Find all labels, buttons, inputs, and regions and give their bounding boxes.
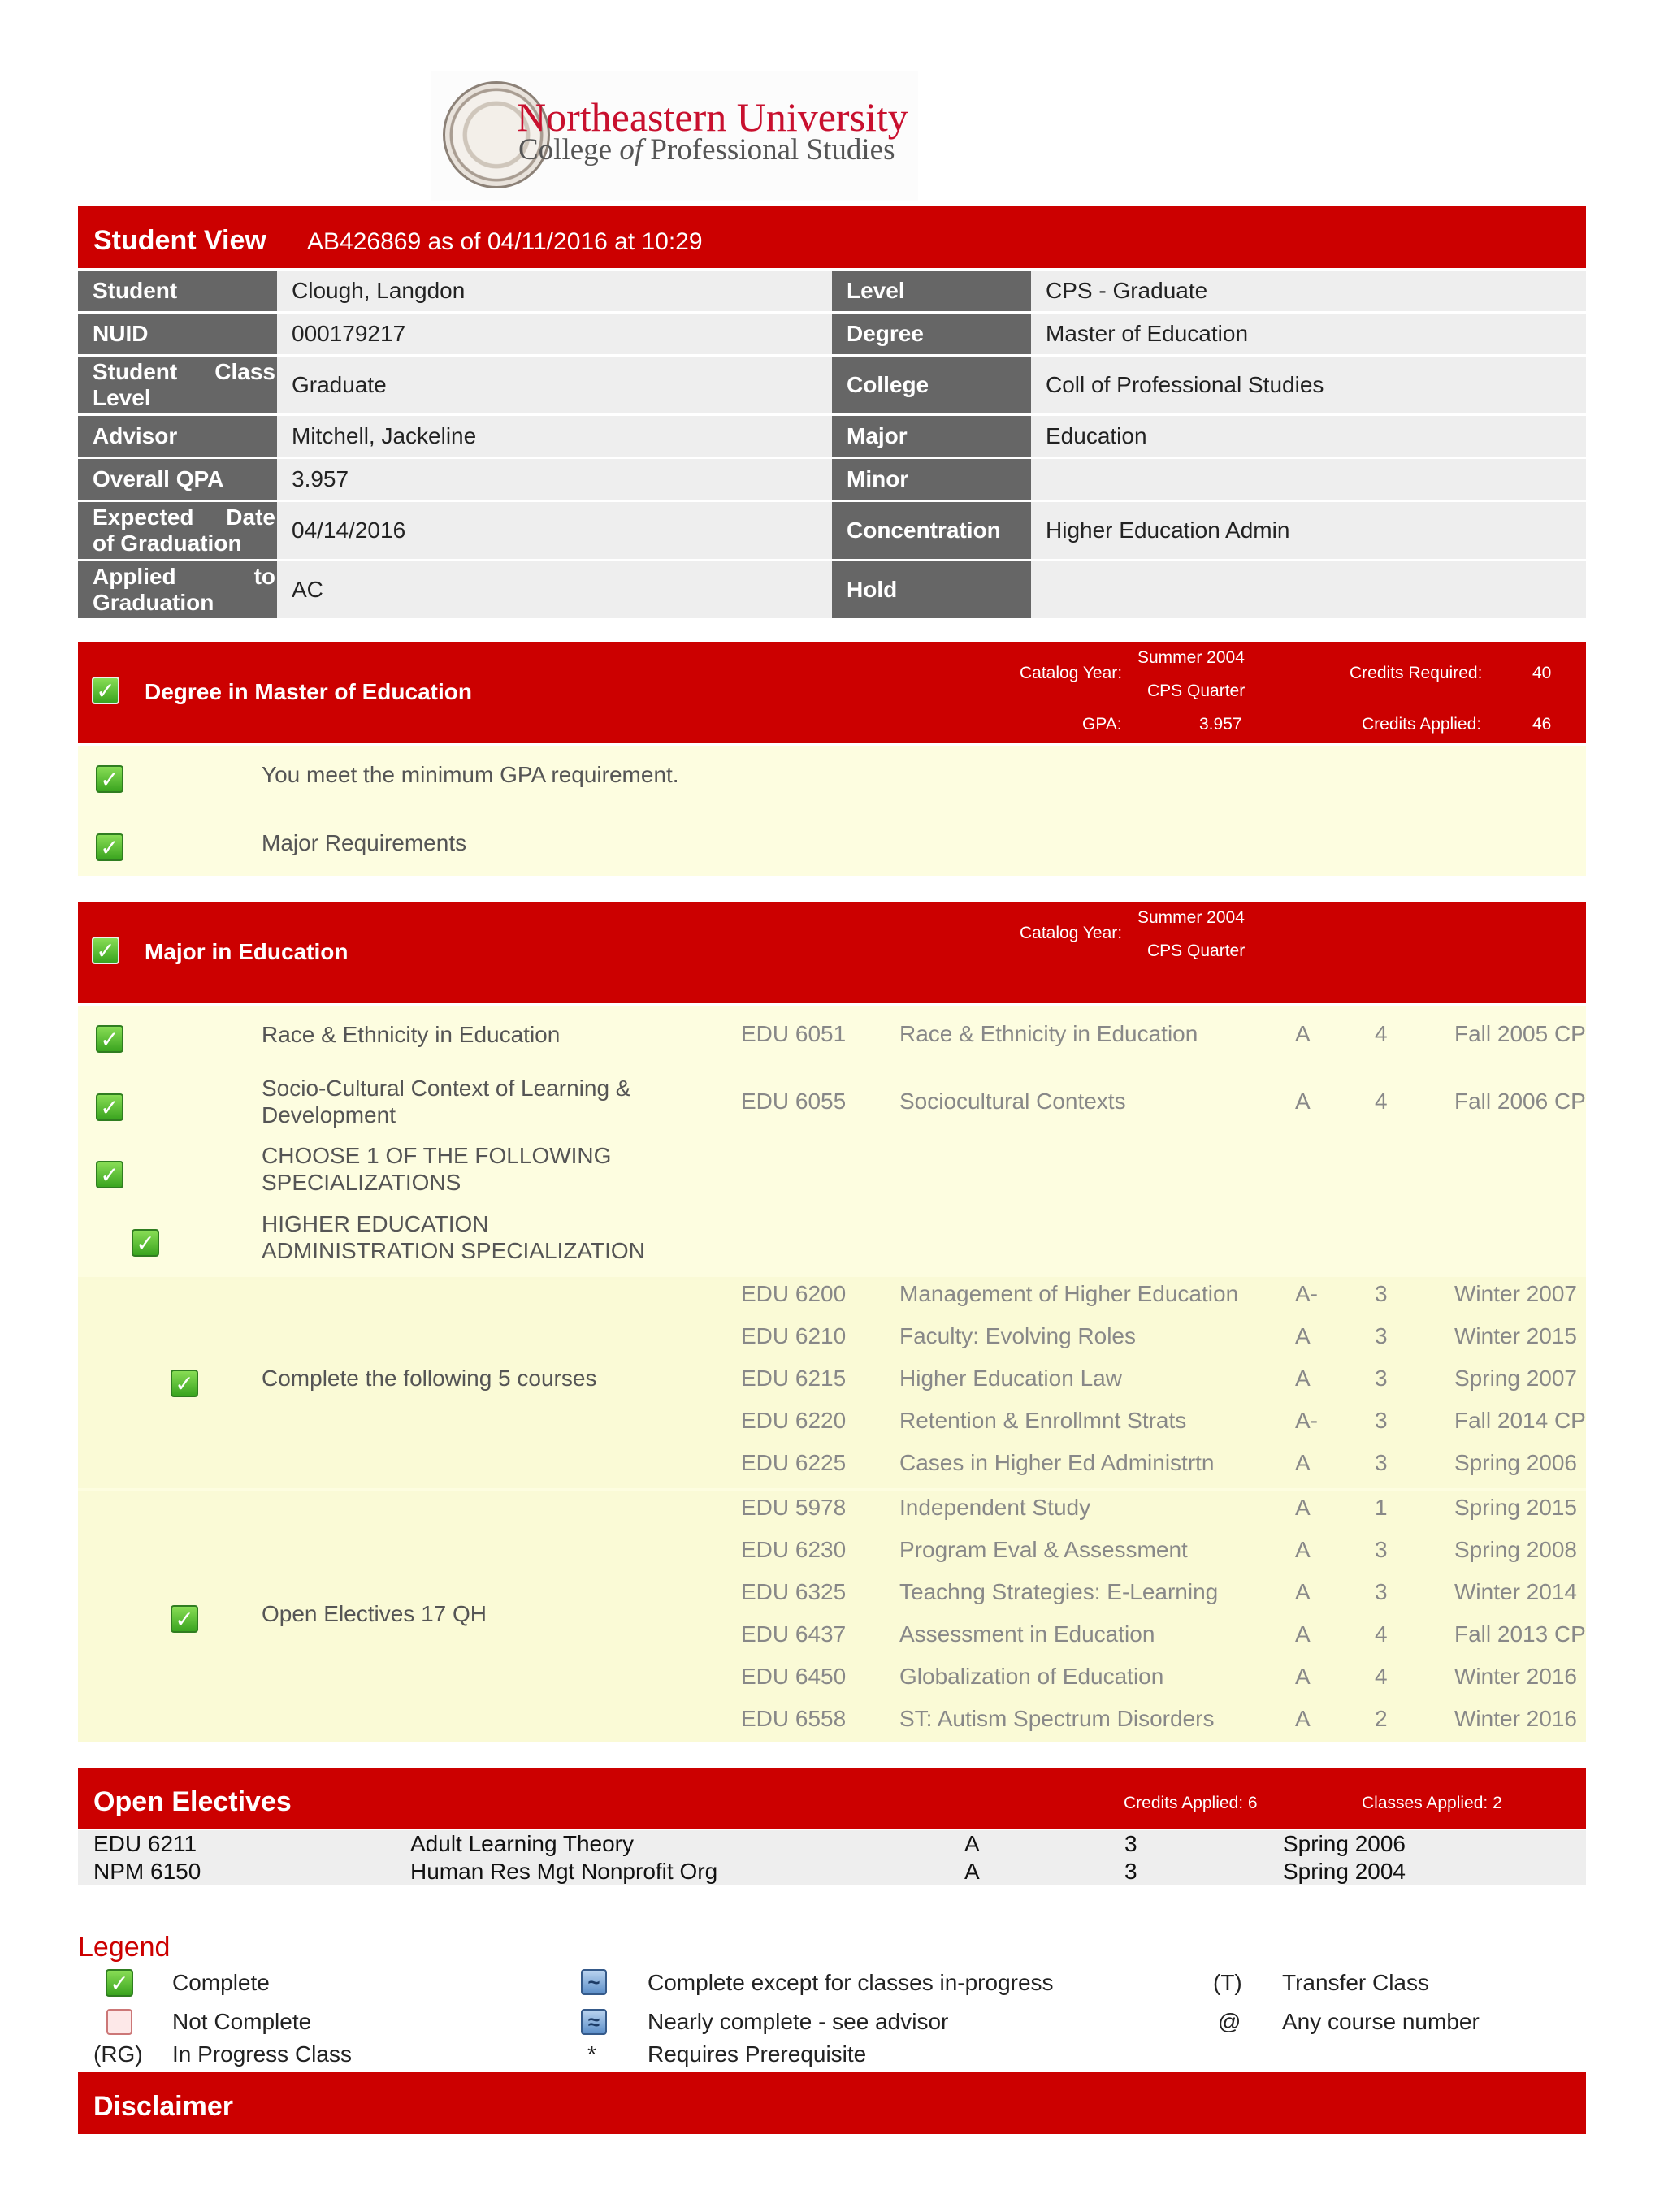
course-title: Faculty: Evolving Roles [899, 1323, 1137, 1348]
major-catalog-label: Catalog Year: [1020, 924, 1123, 942]
course-code: EDU 6200 [741, 1281, 847, 1306]
course-credits: 3 [1375, 1281, 1388, 1306]
info-label-major: Major [832, 416, 1031, 457]
legend-complete: Complete [172, 1970, 270, 1995]
oe-term: Spring 2004 [1283, 1859, 1406, 1884]
course-term: Winter 2007 [1454, 1281, 1577, 1306]
legend-transfer: Transfer Class [1282, 1970, 1430, 1995]
legend-prerequisite: Requires Prerequisite [648, 2041, 867, 2067]
course-term: Fall 2006 CP [1454, 1089, 1586, 1114]
course-credits: 4 [1375, 1621, 1388, 1647]
course-title: Globalization of Education [899, 1664, 1164, 1689]
course-credits: 3 [1375, 1408, 1388, 1433]
req-higher-ed-admin: HIGHER EDUCATION ADMINISTRATION SPECIALIZATION [262, 1211, 645, 1263]
course-code: EDU 6051 [741, 1021, 847, 1046]
course-credits: 2 [1375, 1706, 1388, 1731]
university-name: Northeastern University [517, 94, 908, 140]
course-credits: 1 [1375, 1495, 1388, 1520]
open-electives-header [78, 1768, 1586, 1829]
course-title: Assessment in Education [899, 1621, 1155, 1647]
major-title: Major in Education [145, 939, 349, 964]
course-grade: A [1295, 1021, 1311, 1046]
credits-applied-value: 46 [1532, 715, 1552, 734]
course-code: EDU 6215 [741, 1366, 847, 1391]
course-credits: 3 [1375, 1450, 1388, 1475]
oe-credits: 3 [1124, 1831, 1138, 1856]
legend-at-symbol: @ [1218, 2009, 1242, 2034]
legend-complete-except: Complete except for classes in-progress [648, 1970, 1054, 1995]
legend-transfer-symbol: (T) [1213, 1970, 1242, 1995]
course-title: Race & Ethnicity in Education [899, 1021, 1198, 1046]
req-socio-cultural: Socio-Cultural Context of Learning & Development [262, 1076, 631, 1128]
info-value-minor [1031, 459, 1586, 500]
legend-in-progress: In Progress Class [172, 2041, 352, 2067]
course-code: EDU 6220 [741, 1408, 847, 1433]
oe-classes-applied: Classes Applied: 2 [1362, 1794, 1502, 1812]
course-credits: 4 [1375, 1089, 1388, 1114]
info-label-class-level: Student Class Level [78, 357, 277, 413]
course-title: Teachng Strategies: E-Learning [899, 1579, 1219, 1604]
req-choose-specialization: CHOOSE 1 OF THE FOLLOWING SPECIALIZATIONS [262, 1143, 612, 1195]
course-title: Cases in Higher Ed Administrtn [899, 1450, 1215, 1475]
oe-credits-applied: Credits Applied: 6 [1124, 1794, 1258, 1812]
check-complete-icon: ✓ [96, 833, 124, 861]
course-credits: 4 [1375, 1021, 1388, 1046]
info-label-college: College [832, 357, 1031, 413]
check-complete-icon: ✓ [96, 1025, 124, 1053]
course-grade: A [1295, 1366, 1311, 1391]
oe-grade: A [964, 1859, 980, 1884]
course-code: EDU 6210 [741, 1323, 847, 1348]
info-label-hold: Hold [832, 561, 1031, 618]
legend-title: Legend [78, 1932, 171, 1963]
disclaimer-header [78, 2072, 1586, 2134]
info-value-hold [1031, 561, 1586, 618]
info-value-applied-grad: AC [277, 561, 832, 618]
student-view-header [78, 206, 1586, 268]
legend-not-complete-icon [106, 2009, 132, 2035]
course-code: EDU 5978 [741, 1495, 847, 1520]
info-value-advisor: Mitchell, Jackeline [277, 416, 832, 457]
course-term: Winter 2015 [1454, 1323, 1577, 1348]
course-credits: 3 [1375, 1579, 1388, 1604]
course-grade: A [1295, 1579, 1311, 1604]
legend-in-progress-icon: ~ [581, 1969, 607, 1995]
legend-rg-symbol: (RG) [93, 2041, 143, 2067]
check-complete-icon: ✓ [92, 677, 119, 704]
course-term: Spring 2008 [1454, 1537, 1578, 1562]
degree-gpa-value: 3.957 [1199, 715, 1242, 734]
req-open-electives-17: Open Electives 17 QH [262, 1601, 488, 1626]
course-term: Winter 2016 [1454, 1664, 1577, 1689]
info-label-concentration: Concentration [832, 502, 1031, 559]
course-title: Retention & Enrollmnt Strats [899, 1408, 1187, 1433]
course-term: Fall 2014 CP [1454, 1408, 1586, 1433]
course-code: EDU 6055 [741, 1089, 847, 1114]
info-value-college: Coll of Professional Studies [1031, 357, 1586, 413]
course-code: EDU 6437 [741, 1621, 847, 1647]
info-value-concentration: Higher Education Admin [1031, 502, 1586, 559]
course-title: Independent Study [899, 1495, 1091, 1520]
disclaimer-title: Disclaimer [93, 2091, 233, 2122]
course-grade: A [1295, 1706, 1311, 1731]
course-code: EDU 6325 [741, 1579, 847, 1604]
degree-catalog-term: Summer 2004 [1138, 648, 1245, 667]
course-code: EDU 6558 [741, 1706, 847, 1731]
legend-complete-icon: ✓ [106, 1969, 133, 1997]
info-value-class-level: Graduate [277, 357, 832, 413]
credits-applied-label: Credits Applied: [1362, 715, 1482, 734]
course-code: EDU 6230 [741, 1537, 847, 1562]
check-complete-icon: ✓ [96, 1093, 124, 1121]
info-value-nuid: 000179217 [277, 314, 832, 354]
info-value-expected-grad: 04/14/2016 [277, 502, 832, 559]
info-label-qpa: Overall QPA [78, 459, 277, 500]
page-title: Student View [93, 225, 266, 256]
oe-title: Human Res Mgt Nonprofit Org [410, 1859, 718, 1884]
info-label-applied-grad: Applied to Graduation [78, 561, 277, 618]
course-term: Fall 2005 CP [1454, 1021, 1586, 1046]
major-catalog-term: Summer 2004 [1138, 908, 1245, 927]
course-grade: A [1295, 1537, 1311, 1562]
degree-catalog-quarter: CPS Quarter [1147, 682, 1246, 700]
req-complete-5-courses: Complete the following 5 courses [262, 1366, 597, 1391]
legend-nearly-complete-icon: ≈ [581, 2009, 607, 2035]
check-complete-icon: ✓ [96, 765, 124, 793]
college-name: College of Professional Studies [518, 133, 895, 167]
credits-required-label: Credits Required: [1350, 664, 1483, 682]
info-value-student: Clough, Langdon [277, 271, 832, 311]
open-electives-title: Open Electives [93, 1786, 292, 1817]
degree-title: Degree in Master of Education [145, 679, 472, 704]
course-title: Sociocultural Contexts [899, 1089, 1126, 1114]
legend-not-complete: Not Complete [172, 2009, 312, 2034]
oe-code: EDU 6211 [93, 1831, 197, 1856]
major-catalog-quarter: CPS Quarter [1147, 942, 1246, 960]
check-complete-icon: ✓ [171, 1370, 198, 1397]
course-grade: A [1295, 1089, 1311, 1114]
course-grade: A [1295, 1664, 1311, 1689]
course-code: EDU 6450 [741, 1664, 847, 1689]
info-label-minor: Minor [832, 459, 1031, 500]
degree-gpa-label: GPA: [1082, 715, 1122, 734]
check-complete-icon: ✓ [96, 1161, 124, 1188]
info-label-level: Level [832, 271, 1031, 311]
course-grade: A [1295, 1621, 1311, 1647]
degree-catalog-label: Catalog Year: [1020, 664, 1123, 682]
req-race-ethnicity: Race & Ethnicity in Education [262, 1022, 561, 1047]
info-label-degree: Degree [832, 314, 1031, 354]
course-title: Management of Higher Education [899, 1281, 1239, 1306]
course-term: Spring 2015 [1454, 1495, 1578, 1520]
check-complete-icon: ✓ [171, 1605, 198, 1633]
course-credits: 3 [1375, 1537, 1388, 1562]
info-label-advisor: Advisor [78, 416, 277, 457]
legend-nearly-complete: Nearly complete - see advisor [648, 2009, 949, 2034]
course-term: Spring 2006 [1454, 1450, 1578, 1475]
info-value-qpa: 3.957 [277, 459, 832, 500]
credits-required-value: 40 [1532, 664, 1552, 682]
course-grade: A- [1295, 1408, 1318, 1433]
course-term: Winter 2014 [1454, 1579, 1577, 1604]
course-grade: A- [1295, 1281, 1318, 1306]
course-credits: 3 [1375, 1366, 1388, 1391]
info-label-expected-grad: Expected Date of Graduation [78, 502, 277, 559]
info-label-student: Student [78, 271, 277, 311]
course-title: ST: Autism Spectrum Disorders [899, 1706, 1215, 1731]
page-subtitle: AB426869 as of 04/11/2016 at 10:29 [307, 228, 703, 255]
oe-code: NPM 6150 [93, 1859, 202, 1884]
info-value-degree: Master of Education [1031, 314, 1586, 354]
course-credits: 3 [1375, 1323, 1388, 1348]
oe-grade: A [964, 1831, 980, 1856]
course-grade: A [1295, 1495, 1311, 1520]
major-requirements-text: Major Requirements [262, 830, 467, 855]
check-complete-icon: ✓ [132, 1229, 159, 1257]
course-title: Program Eval & Assessment [899, 1537, 1188, 1562]
course-grade: A [1295, 1450, 1311, 1475]
course-code: EDU 6225 [741, 1450, 847, 1475]
course-credits: 4 [1375, 1664, 1388, 1689]
oe-title: Adult Learning Theory [410, 1831, 634, 1856]
info-value-major: Education [1031, 416, 1586, 457]
info-value-level: CPS - Graduate [1031, 271, 1586, 311]
oe-term: Spring 2006 [1283, 1831, 1406, 1856]
legend-any-course: Any course number [1282, 2009, 1480, 2034]
course-title: Higher Education Law [899, 1366, 1122, 1391]
check-complete-icon: ✓ [92, 937, 119, 964]
legend-star-symbol: * [587, 2041, 596, 2067]
course-grade: A [1295, 1323, 1311, 1348]
course-term: Fall 2013 CP [1454, 1621, 1586, 1647]
oe-credits: 3 [1124, 1859, 1138, 1884]
course-term: Spring 2007 [1454, 1366, 1578, 1391]
course-term: Winter 2016 [1454, 1706, 1577, 1731]
gpa-requirement-text: You meet the minimum GPA requirement. [262, 762, 679, 787]
info-label-nuid: NUID [78, 314, 277, 354]
